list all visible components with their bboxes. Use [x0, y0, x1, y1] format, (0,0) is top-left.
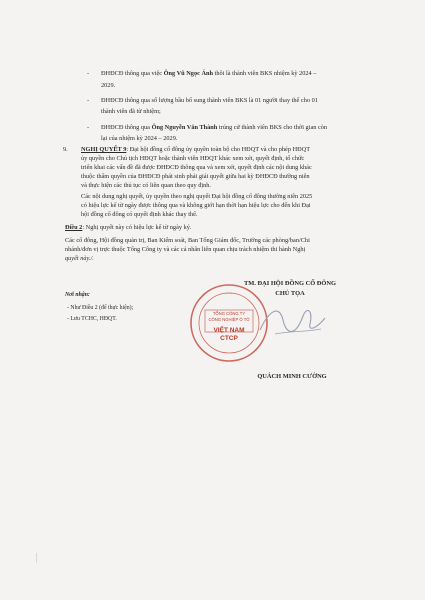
svg-text:* * *: * * * — [225, 291, 233, 296]
article-2: Điều 2: Nghị quyết này có hiệu lực kể từ ngày ký. — [65, 224, 192, 231]
resolution-9-line4: thuộc thẩm quyền của ĐHĐCĐ phát sinh phải giải quyết giữa hai kỳ ĐHĐCĐ thường niên — [81, 173, 310, 180]
recipients-title: Nơi nhận: — [65, 292, 90, 298]
closing-line3: quyết này./. — [65, 255, 94, 262]
bullet-3-line2: lại của nhiệm kỳ 2024 – 2029. — [101, 135, 178, 142]
resolution-number: 9. — [63, 146, 68, 153]
signer-name: QUÁCH MINH CƯỜNG — [257, 373, 327, 380]
closing-line2: nhánh/đơn vị trực thuộc Tổng Công ty và các cá nhân liên quan chịu trách nhiệm thi hành Nghị — [65, 246, 306, 253]
resolution-9-para2-line2: có hiệu lực kể từ ngày được thông qua và không giới hạn thời hạn hiệu lực cho đến khi Đại — [81, 202, 311, 209]
bullet-2-line2: thành viên đã từ nhiệm; — [101, 108, 161, 115]
signature-role: CHỦ TỌA — [275, 290, 305, 297]
stamp-text-2: CÔNG NGHIỆP Ô TÔ — [208, 317, 250, 322]
stamp-text-1: TỔNG CÔNG TY — [212, 311, 246, 316]
resolution-9-line5: và thực hiện các thủ tục có liên quan theo quy định. — [81, 182, 212, 189]
bullet-1-line2: 2029. — [101, 82, 116, 89]
resolution-9-para2-line1: Các nội dung nghị quyết, ủy quyền theo nghị quyết Đại hội đồng cổ đông thường niên 2025 — [81, 193, 313, 200]
stamp-text-4: CTCP — [220, 335, 238, 342]
bullet-3: ĐHĐCĐ thông qua Ông Nguyễn Văn Thành trúng cử thành viên BKS cho thời gian còn — [101, 124, 328, 131]
stamp-text-3: VIỆT NAM — [213, 327, 245, 334]
bullet-2: ĐHĐCĐ thông qua số lượng bầu bổ sung thành viên BKS là 01 người thay thế cho 01 — [101, 97, 318, 104]
closing-line1: Các cổ đông, Hội đồng quản trị, Ban Kiểm soát, Ban Tổng Giám đốc, Trưởng các phòng/ban/Chi — [65, 237, 310, 244]
signature-title: TM. ĐẠI HỘI ĐỒNG CỔ ĐÔNG — [244, 280, 336, 287]
resolution-9-line3: triển khai các vấn đề đã được ĐHĐCĐ thông qua và xem xét, quyết định các nội dung khác — [81, 164, 312, 171]
bullet-dash: - — [87, 97, 90, 104]
bullet-dash: - — [87, 70, 90, 77]
page-mark — [36, 553, 41, 563]
bullet-dash: - — [87, 124, 90, 131]
resolution-9-line2: ủy quyền cho Chủ tịch HĐQT hoặc thành viên HĐQT khác xem xét, quyết định, tổ chức — [81, 155, 305, 162]
resolution-9-para2-line3: hội đồng cổ đông có quyết định khác thay thế. — [81, 211, 198, 218]
recipient-item: - Lưu TCHC, HĐQT. — [67, 316, 117, 322]
recipient-item: - Như Điều 2 (để thực hiện); — [67, 305, 134, 311]
resolution-9-line1: NGHỊ QUYẾT 9: Đại hội đồng cổ đông ủy quyền toàn bộ cho HĐQT và cho phép HĐQT — [81, 146, 311, 153]
handwritten-signature — [255, 298, 335, 343]
bullet-1: ĐHĐCĐ thông qua việc Ông Vũ Ngọc Ánh thôi là thành viên BKS nhiệm kỳ 2024 – — [101, 70, 317, 77]
